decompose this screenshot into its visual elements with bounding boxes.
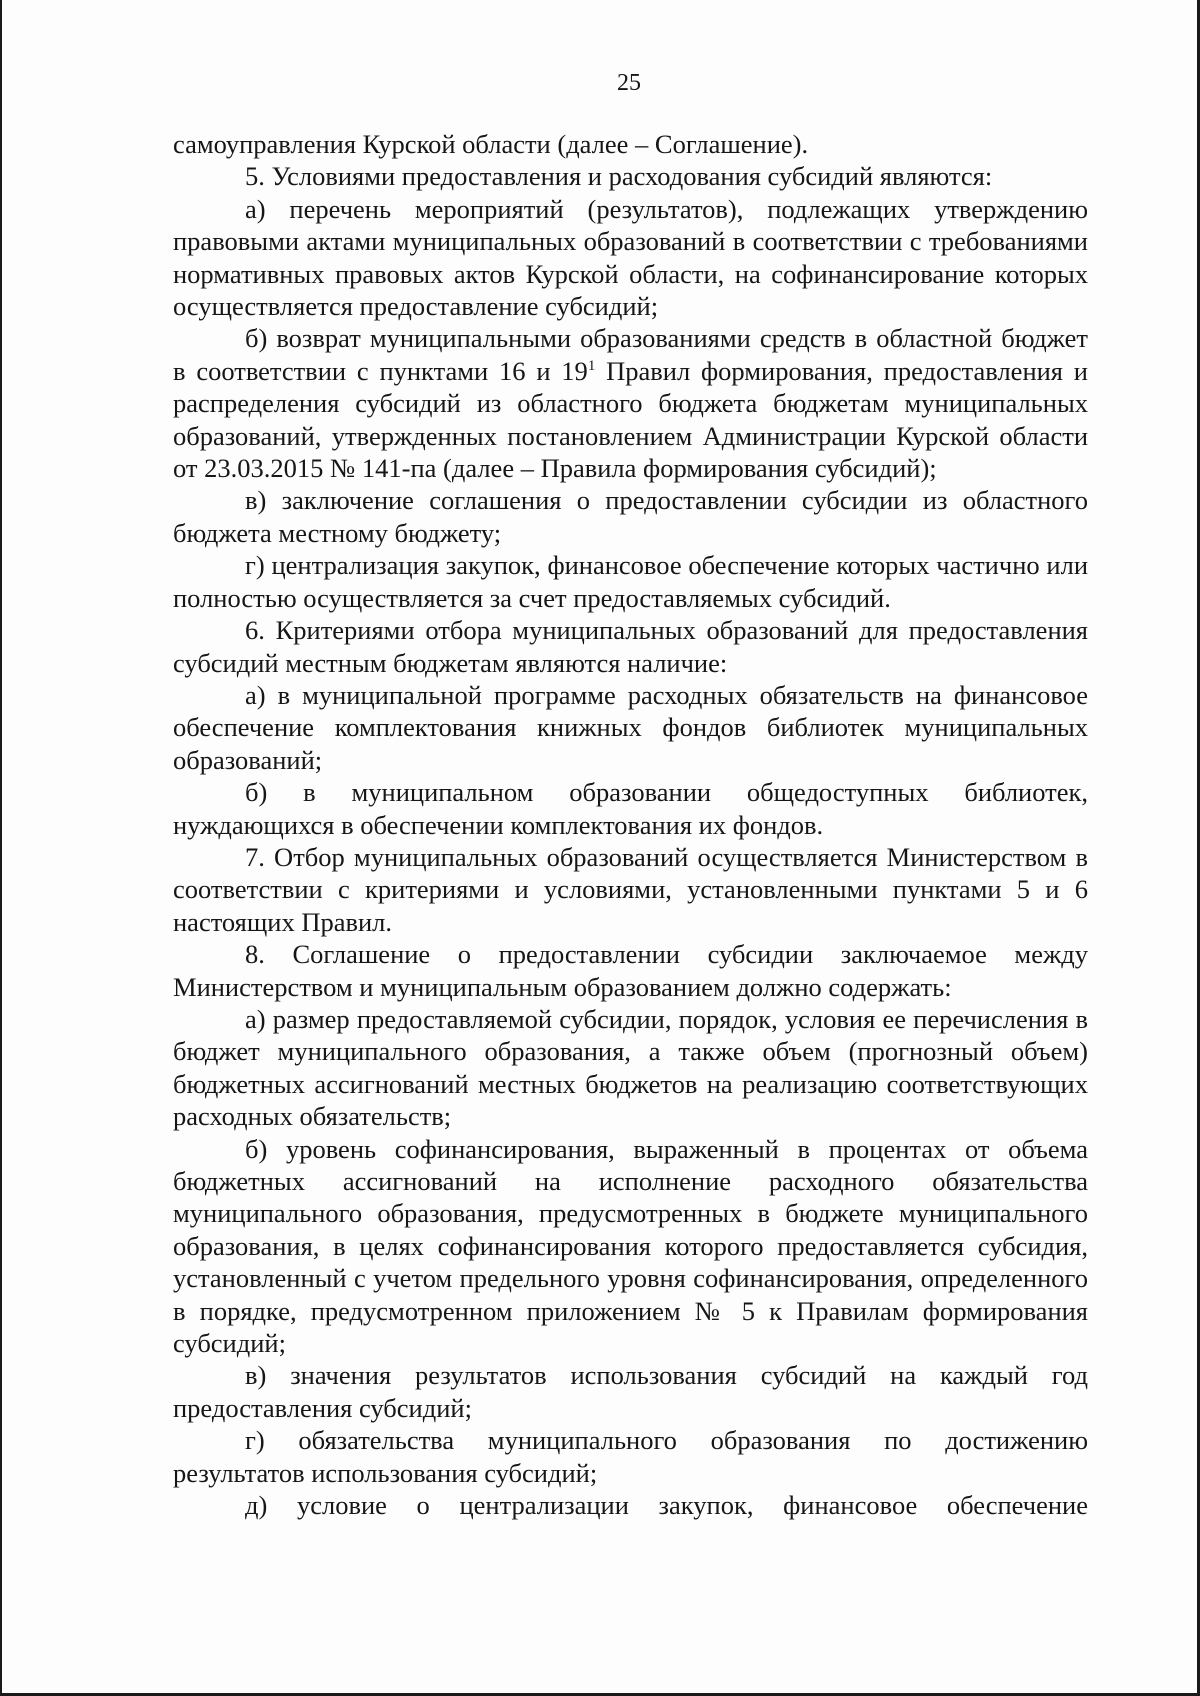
- paragraph: самоуправления Курской области (далее – Соглашение).: [173, 129, 809, 159]
- paragraph: 7. Отбор муниципальных образований осуществляется Министерством в соответствии с критериями и условиями, установленными пунктами 5 и 6 настоящих Правил.: [173, 841, 1088, 937]
- paragraph: д) условие о централизации закупок, финансовое обеспечение: [245, 1490, 1088, 1521]
- paragraph: в) значения результатов использования субсидий на каждый год предоставления субсидий;: [173, 1360, 1088, 1423]
- paragraph: 8. Соглашение о предоставлении субсидии заключаемое между Министерством и муниципальным образованием должно содержать:: [173, 939, 1088, 1002]
- paragraph: [173, 322, 1088, 484]
- paragraph: г) обязательства муниципального образования по достижению результатов использования субсидий;: [173, 1425, 1088, 1488]
- paragraph: 5. Условиями предоставления и расходования субсидий являются:: [245, 161, 993, 192]
- paragraph: г) централизация закупок, финансовое обеспечение которых частично или полностью осуществляется за счет предоставляемых субсидий.: [173, 550, 1088, 613]
- paragraph: а) в муниципальной программе расходных обязательств на финансовое обеспечение комплектования книжных фондов библиотек муниципальных образований;: [173, 679, 1088, 775]
- paragraph-text: Правил формирования, предоставления и распределения субсидий из областного бюджета бюджетам муниципальных образований, утвержденных постановлением Администрации Курской области от 23.03.2015 № 141-па (далее – Правила формирования субсидий);: [173, 355, 1088, 484]
- superscript-footnote: 1: [587, 357, 596, 374]
- scan-border-left: [0, 0, 2, 1696]
- paragraph: 6. Критериями отбора муниципальных образований для предоставления субсидий местным бюджетам являются наличие:: [173, 615, 1088, 678]
- document-body: [173, 128, 1088, 1521]
- paragraph: а) размер предоставляемой субсидии, порядок, условия ее перечисления в бюджет муниципального образования, а также объем (прогнозный объем) бюджетных ассигнований местных бюджетов на реализацию соответствующих расходных обязательств;: [173, 1003, 1088, 1132]
- page-number: 25: [617, 70, 641, 96]
- paragraph-text: б) возврат муниципальными образованиями средств в областной бюджет в соответствии с пунктами 16 и 19: [173, 323, 1088, 386]
- paragraph: б) в муниципальном образовании общедоступных библиотек, нуждающихся в обеспечении комплектования их фондов.: [173, 777, 1088, 840]
- paragraph: а) перечень мероприятий (результатов), подлежащих утверждению правовыми актами муниципальных образований в соответствии с требованиями нормативных правовых актов Курской области, на софинансирование которых осуществляется предоставление субсидий;: [173, 193, 1088, 322]
- paragraph: б) уровень софинансирования, выраженный в процентах от объема бюджетных ассигнований на исполнение расходного обязательства муниципального образования, предусмотренных в бюджете муниципального образования, в целях софинансирования которого предоставляется субсидия, установленный с учетом предельного уровня софинансирования, определенного в порядке, предусмотренном приложением № 5 к Правилам формирования субсидий;: [173, 1133, 1088, 1359]
- paragraph: в) заключение соглашения о предоставлении субсидии из областного бюджета местному бюджету;: [173, 485, 1088, 548]
